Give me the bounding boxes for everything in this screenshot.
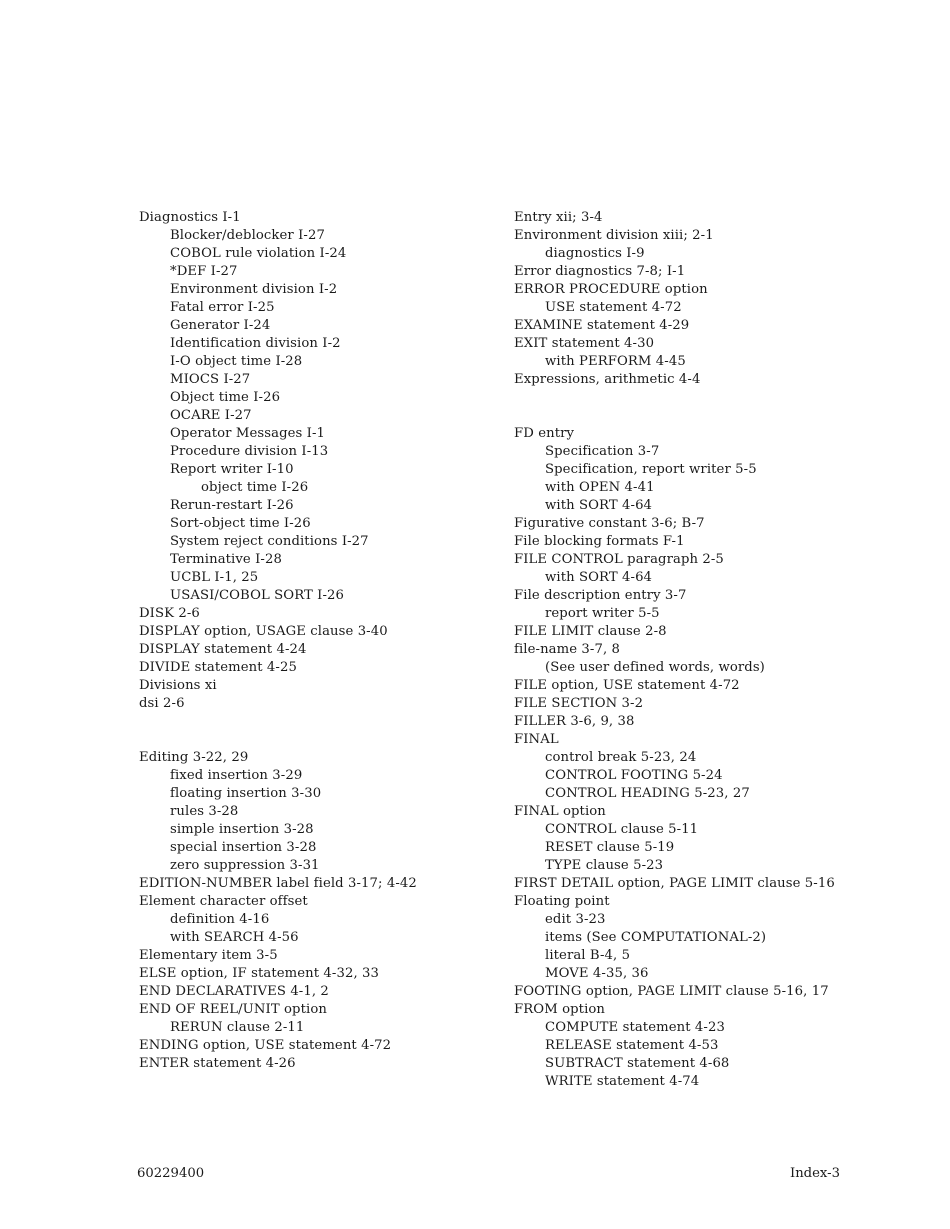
index-subentry: control break 5-23, 24 <box>545 750 697 765</box>
index-entry: File blocking formats F-1 <box>514 534 685 549</box>
index-entry: Diagnostics I-1 <box>139 210 241 225</box>
index-entry: FINAL <box>514 732 559 747</box>
index-subentry: Specification, report writer 5-5 <box>545 462 757 477</box>
index-entry: Figurative constant 3-6; B-7 <box>514 516 705 531</box>
index-subentry: Fatal error I-25 <box>170 300 275 315</box>
index-subentry: report writer 5-5 <box>545 606 660 621</box>
index-subentry: Blocker/deblocker I-27 <box>170 228 325 243</box>
index-entry: Floating point <box>514 894 610 909</box>
index-entry: FINAL option <box>514 804 606 819</box>
index-entry: FIRST DETAIL option, PAGE LIMIT clause 5-16 <box>514 876 835 891</box>
index-subentry: zero suppression 3-31 <box>170 858 320 873</box>
index-entry: Error diagnostics 7-8; I-1 <box>514 264 686 279</box>
index-subentry: object time I-26 <box>201 480 309 495</box>
index-subentry: RELEASE statement 4-53 <box>545 1038 719 1053</box>
index-subentry: CONTROL clause 5-11 <box>545 822 699 837</box>
index-subentry: COBOL rule violation I-24 <box>170 246 347 261</box>
index-entry: ENDING option, USE statement 4-72 <box>139 1038 392 1053</box>
index-subentry: MIOCS I-27 <box>170 372 251 387</box>
index-subentry: Procedure division I-13 <box>170 444 329 459</box>
index-subentry: WRITE statement 4-74 <box>545 1074 700 1089</box>
index-subentry: RESET clause 5-19 <box>545 840 675 855</box>
index-entry: DISPLAY option, USAGE clause 3-40 <box>139 624 388 639</box>
index-subentry: USASI/COBOL SORT I-26 <box>170 588 345 603</box>
index-entry: ENTER statement 4-26 <box>139 1056 296 1071</box>
index-entry: dsi 2-6 <box>139 696 185 711</box>
index-subentry: special insertion 3-28 <box>170 840 317 855</box>
index-subentry: Rerun-restart I-26 <box>170 498 294 513</box>
section-gap <box>139 713 499 749</box>
index-subentry: RERUN clause 2-11 <box>170 1020 305 1035</box>
index-subentry: Generator I-24 <box>170 318 271 333</box>
index-subentry: edit 3-23 <box>545 912 606 927</box>
index-subentry: Identification division I-2 <box>170 336 341 351</box>
index-subentry: Sort-object time I-26 <box>170 516 311 531</box>
index-subentry: UCBL I-1, 25 <box>170 570 259 585</box>
index-subentry: Object time I-26 <box>170 390 281 405</box>
index-entry: file-name 3-7, 8 <box>514 642 621 657</box>
index-entry: Expressions, arithmetic 4-4 <box>514 372 701 387</box>
index-entry: Elementary item 3-5 <box>139 948 278 963</box>
index-subentry: (See user defined words, words) <box>545 660 765 675</box>
index-subentry: with OPEN 4-41 <box>545 480 655 495</box>
index-subentry: Report writer I-10 <box>170 462 294 477</box>
index-subentry: with SEARCH 4-56 <box>170 930 299 945</box>
section-gap <box>514 389 934 425</box>
index-subentry: I-O object time I-28 <box>170 354 303 369</box>
index-entry: Element character offset <box>139 894 308 909</box>
index-entry: FOOTING option, PAGE LIMIT clause 5-16, 17 <box>514 984 829 999</box>
index-entry: FROM option <box>514 1002 606 1017</box>
index-subentry: rules 3-28 <box>170 804 239 819</box>
index-entry: EXAMINE statement 4-29 <box>514 318 690 333</box>
document-number: 60229400 <box>137 1166 205 1181</box>
index-subentry: with SORT 4-64 <box>545 498 653 513</box>
index-entry: ERROR PROCEDURE option <box>514 282 708 297</box>
index-entry: Entry xii; 3-4 <box>514 210 603 225</box>
index-entry: END OF REEL/UNIT option <box>139 1002 327 1017</box>
index-entry: Editing 3-22, 29 <box>139 750 249 765</box>
index-subentry: TYPE clause 5-23 <box>545 858 664 873</box>
index-subentry: with PERFORM 4-45 <box>545 354 686 369</box>
index-subentry: literal B-4, 5 <box>545 948 631 963</box>
index-subentry: diagnostics I-9 <box>545 246 645 261</box>
index-entry: Divisions xi <box>139 678 217 693</box>
index-entry: FD entry <box>514 426 575 441</box>
index-entry: END DECLARATIVES 4-1, 2 <box>139 984 329 999</box>
index-subentry: Specification 3-7 <box>545 444 660 459</box>
index-subentry: COMPUTE statement 4-23 <box>545 1020 725 1035</box>
index-entry: DISK 2-6 <box>139 606 200 621</box>
index-entry: DIVIDE statement 4-25 <box>139 660 297 675</box>
index-subentry: Operator Messages I-1 <box>170 426 326 441</box>
index-column-right <box>514 209 934 1091</box>
index-subentry: fixed insertion 3-29 <box>170 768 303 783</box>
index-subentry: USE statement 4-72 <box>545 300 682 315</box>
index-subentry: items (See COMPUTATIONAL-2) <box>545 930 767 945</box>
index-subentry: CONTROL HEADING 5-23, 27 <box>545 786 750 801</box>
index-subentry: Terminative I-28 <box>170 552 282 567</box>
index-subentry: OCARE I-27 <box>170 408 252 423</box>
index-subentry: MOVE 4-35, 36 <box>545 966 649 981</box>
index-entry: FILE option, USE statement 4-72 <box>514 678 740 693</box>
index-subentry: floating insertion 3-30 <box>170 786 322 801</box>
index-subentry: Environment division I-2 <box>170 282 338 297</box>
index-entry: EXIT statement 4-30 <box>514 336 655 351</box>
index-subentry: with SORT 4-64 <box>545 570 653 585</box>
index-subentry: *DEF I-27 <box>170 264 238 279</box>
index-subentry: SUBTRACT statement 4-68 <box>545 1056 730 1071</box>
page-number: Index-3 <box>789 1166 840 1181</box>
index-column-left <box>139 209 499 1073</box>
index-entry: FILE CONTROL paragraph 2-5 <box>514 552 724 567</box>
index-entry: ELSE option, IF statement 4-32, 33 <box>139 966 380 981</box>
index-subentry: simple insertion 3-28 <box>170 822 314 837</box>
index-entry: File description entry 3-7 <box>514 588 687 603</box>
index-entry: Environment division xiii; 2-1 <box>514 228 714 243</box>
index-entry: FILE SECTION 3-2 <box>514 696 644 711</box>
index-subentry: definition 4-16 <box>170 912 270 927</box>
index-entry: FILE LIMIT clause 2-8 <box>514 624 667 639</box>
index-entry: FILLER 3-6, 9, 38 <box>514 714 635 729</box>
index-entry: DISPLAY statement 4-24 <box>139 642 307 657</box>
index-subentry: CONTROL FOOTING 5-24 <box>545 768 723 783</box>
index-entry: EDITION-NUMBER label field 3-17; 4-42 <box>139 876 417 891</box>
index-subentry: System reject conditions I-27 <box>170 534 369 549</box>
